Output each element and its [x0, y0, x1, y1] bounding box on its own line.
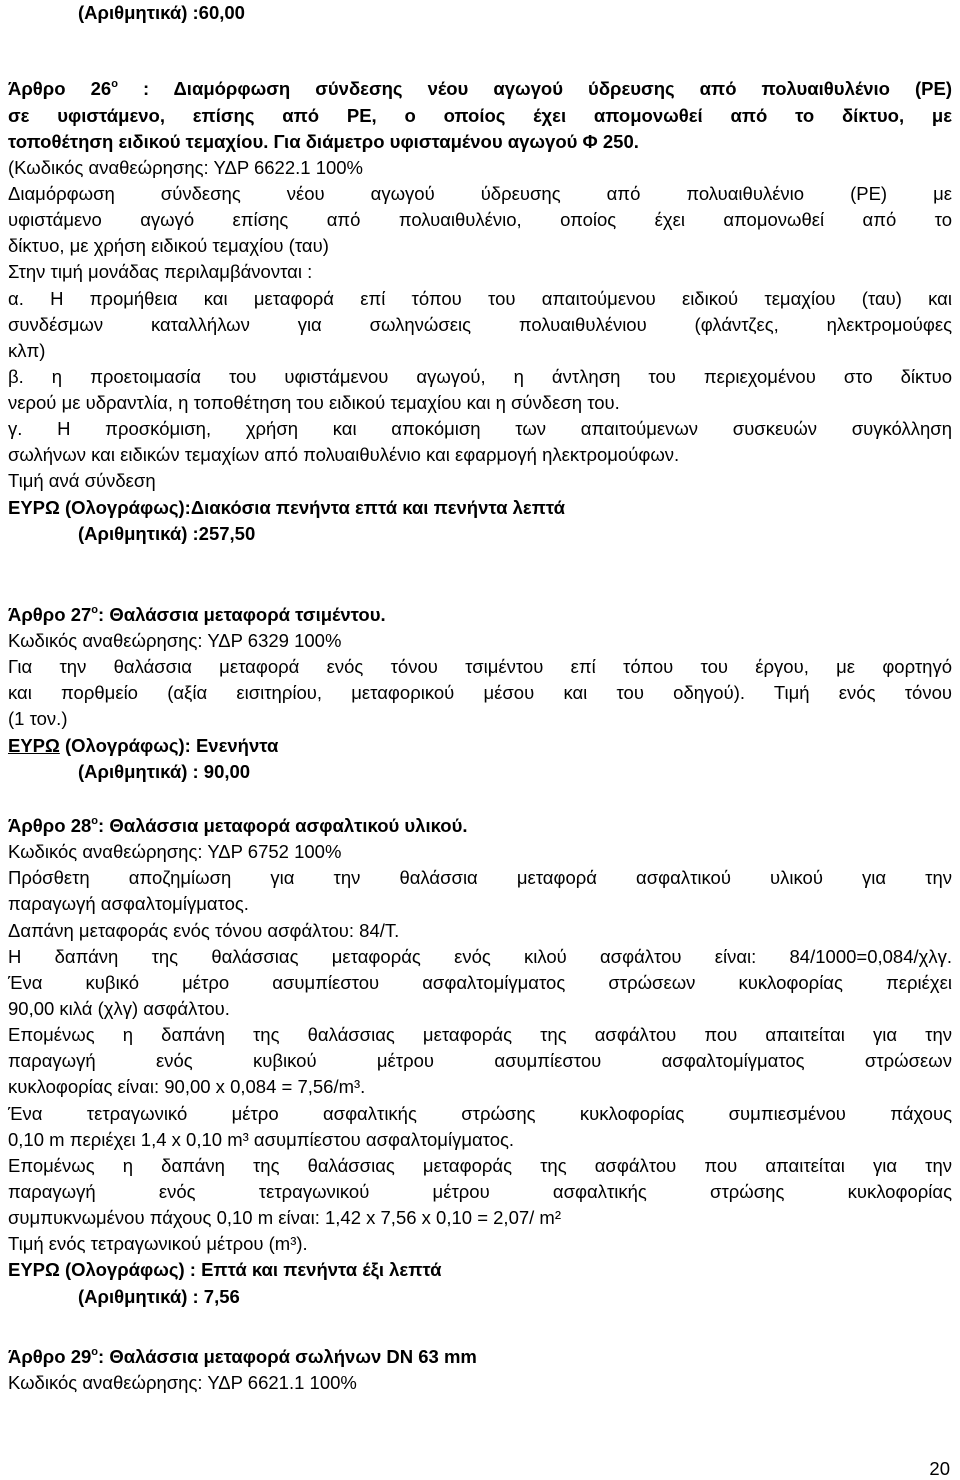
- article-26-heading-line3: τοποθέτηση ειδικού τεμαχίου. Για διάμετρο υφισταμένου αγωγού Φ 250.: [8, 131, 639, 152]
- article-26-heading-line2: σε υφιστάμενο, επίσης από ΡΕ, ο οποίος έχει απομονωθεί από το δίκτυο, με: [8, 105, 952, 126]
- article-28-code: Κωδικός αναθεώρησης: ΥΔΡ 6752 100%: [8, 841, 342, 862]
- price-numeric-prev: (Αριθμητικά) :60,00: [78, 2, 245, 23]
- article-28-unit: Τιμή ενός τετραγωνικού μέτρου (m³).: [8, 1233, 308, 1254]
- article-28-desc-6: 90,00 κιλά (χλγ) ασφάλτου.: [8, 998, 230, 1019]
- article-27-desc-1: Για την θαλάσσια μεταφορά ενός τόνου τσιμέντου επί τόπου του έργου, με φορτηγό: [8, 656, 952, 677]
- article-28-desc-10: Ένα τετραγωνικό μέτρο ασφαλτικής στρώσης κυκλοφορίας συμπιεσμένου πάχους: [8, 1103, 952, 1124]
- article-27-desc-3: (1 τον.): [8, 708, 68, 729]
- article-28-desc-9: κυκλοφορίας είναι: 90,00 x 0,084 = 7,56/m³.: [8, 1076, 366, 1097]
- article-26-item-a-2: συνδέσμων καταλλήλων για σωληνώσεις πολυαιθυλένιου (φλάντζες, ηλεκτρομούφες: [8, 314, 952, 335]
- article-26-item-c-2: σωλήνων και ειδικών τεμαχίων από πολυαιθυλένιο και εφαρμογή ηλεκτρομούφων.: [8, 444, 680, 465]
- article-26-unit: Τιμή ανά σύνδεση: [8, 470, 156, 491]
- article-28-heading: Άρθρο $28^o$: Θαλάσσια μεταφορά ασφαλτικού υλικού.: [8, 814, 468, 836]
- article-27-price-words: ΕΥΡΩ (Ολογράφως): Ενενήντα: [8, 735, 279, 756]
- article-28-desc-1: Πρόσθετη αποζημίωση για την θαλάσσια μεταφορά ασφαλτικού υλικού για την: [8, 867, 952, 888]
- article-28-desc-8: παραγωγή ενός κυβικού μέτρου ασυμπίεστου ασφαλτομίγματος στρώσεων: [8, 1050, 952, 1071]
- article-27-heading: Άρθρο $27^o$: Θαλάσσια μεταφορά τσιμέντου.: [8, 603, 386, 625]
- article-26-item-b-2: νερού με υδραντλία, η τοποθέτηση του ειδικού τεμαχίου και η σύνδεση του.: [8, 392, 620, 413]
- article-27-price-numeric: (Αριθμητικά) : 90,00: [78, 761, 251, 782]
- article-28-desc-4: Η δαπάνη της θαλάσσιας μεταφοράς ενός κιλού ασφάλτου είναι: 84/1000=0,084/χλγ.: [8, 946, 952, 967]
- article-26-desc-1: Διαμόρφωση σύνδεσης νέου αγωγού ύδρευσης από πολυαιθυλένιο (ΡΕ) με: [8, 183, 952, 204]
- article-28-desc-7: Επομένως η δαπάνη της θαλάσσιας μεταφοράς της ασφάλτου που απαιτείται για την: [8, 1024, 952, 1045]
- article-28-desc-14: συμπυκνωμένου πάχους 0,10 m είναι: 1,42 x 7,56 x 0,10 = 2,07/ m²: [8, 1207, 562, 1228]
- article-28-desc-11: 0,10 m περιέχει 1,4 x 0,10 m³ ασυμπίεστου ασφαλτομίγματος.: [8, 1129, 515, 1150]
- article-28-desc-12: Επομένως η δαπάνη της θαλάσσιας μεταφοράς της ασφάλτου που απαιτείται για την: [8, 1155, 952, 1176]
- article-26-desc-3: δίκτυο, με χρήση ειδικού τεμαχίου (ταυ): [8, 235, 329, 256]
- page-number: 20: [929, 1458, 950, 1479]
- article-26-item-b-1: β. η προετοιμασία του υφιστάμενου αγωγού, η άντληση του περιεχομένου στο δίκτυο: [8, 366, 952, 387]
- article-26-item-c-1: γ. Η προσκόμιση, χρήση και αποκόμιση των απαιτούμενων συσκευών συγκόλληση: [8, 418, 952, 439]
- article-26-price-numeric: (Αριθμητικά) :257,50: [78, 523, 256, 544]
- article-26-price-words: ΕΥΡΩ (Ολογράφως):Διακόσια πενήντα επτά και πενήντα λεπτά: [8, 497, 565, 518]
- article-27-code: Κωδικός αναθεώρησης: ΥΔΡ 6329 100%: [8, 630, 342, 651]
- article-28-price-words: ΕΥΡΩ (Ολογράφως) : Επτά και πενήντα έξι λεπτά: [8, 1259, 442, 1280]
- article-28-price-numeric: (Αριθμητικά) : 7,56: [78, 1286, 240, 1307]
- article-27-desc-2: και πορθμείο (αξία εισιτηρίου, μεταφορικού μέσου και του οδηγού). Τιμή ενός τόνου: [8, 682, 952, 703]
- article-29-heading: Άρθρο $29^o$: Θαλάσσια μεταφορά σωλήνων DN 63 mm: [8, 1345, 477, 1367]
- article-28-desc-3: Δαπάνη μεταφοράς ενός τόνου ασφάλτου: 84/Τ.: [8, 920, 400, 941]
- article-26-desc-2: υφιστάμενο αγωγό επίσης από πολυαιθυλένιο, οποίος έχει απομονωθεί από το: [8, 209, 952, 230]
- document-page: [8, 0, 952, 1480]
- article-26-item-a-3: κλπ): [8, 340, 46, 361]
- article-26-item-a-1: α. Η προμήθεια και μεταφορά επί τόπου του απαιτούμενου ειδικού τεμαχίου (ταυ) και: [8, 288, 952, 309]
- article-28-desc-13: παραγωγή ενός τετραγωνικού μέτρου ασφαλτικής στρώσης κυκλοφορίας: [8, 1181, 952, 1202]
- article-26-code: (Κωδικός αναθεώρησης: ΥΔΡ 6622.1 100%: [8, 157, 364, 178]
- article-26-heading: Άρθρο $26^o$ : Διαμόρφωση σύνδεσης νέου αγωγού ύδρευσης από πολυαιθυλένιο (ΡΕ): [8, 77, 952, 99]
- article-28-desc-5: Ένα κυβικό μέτρο ασυμπίεστου ασφαλτομίγματος στρώσεων κυκλοφορίας περιέχει: [8, 972, 952, 993]
- article-28-desc-2: παραγωγή ασφαλτομίγματος.: [8, 893, 249, 914]
- article-26-includes: Στην τιμή μονάδας περιλαμβάνονται :: [8, 261, 313, 282]
- article-29-code: Κωδικός αναθεώρησης: ΥΔΡ 6621.1 100%: [8, 1372, 357, 1393]
